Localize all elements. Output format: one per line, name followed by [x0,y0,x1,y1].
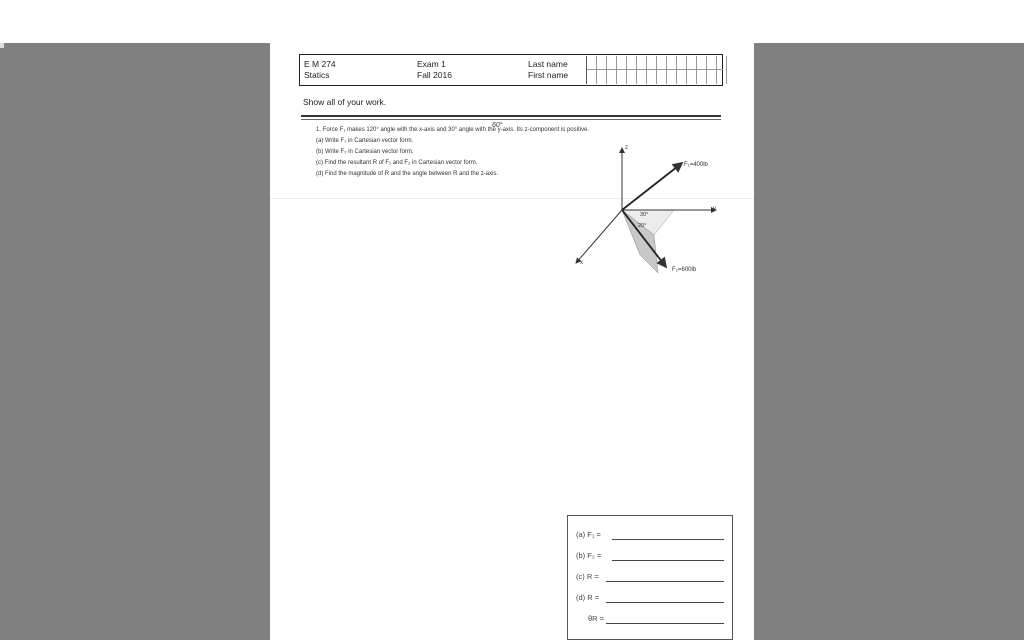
answer-d-label: (d) R = [576,593,600,602]
exam-term: Fall 2016 [417,70,452,80]
answer-d-line[interactable] [606,602,724,603]
first-name-label: First name [528,70,569,80]
exam-title: Exam 1 [417,59,446,69]
problem-part-b: (b) Write F₂ in Cartesian vector form. [316,149,414,155]
z-axis-label: z [625,145,628,151]
answer-c-label: (c) R = [576,572,599,581]
y-axis-label: y [713,206,716,212]
name-entry-grid[interactable] [586,56,723,84]
problem-part-a: (a) Write F₁ in Cartesian vector form. [316,138,414,144]
angle-20-label: 20° [638,223,647,229]
f1-label: F₁=400lb [684,162,708,168]
last-name-label: Last name [528,59,568,69]
answer-box [567,515,733,640]
course-name: Statics [304,70,330,80]
answer-a-line[interactable] [612,539,724,540]
problem-part-c: (c) Find the resultant R of F₁ and F₂ in Cartesian vector form. [316,160,478,166]
answer-c-line[interactable] [606,581,724,582]
top-toolbar [0,0,1024,43]
force-f1-arrow [622,163,682,210]
force-diagram [570,143,720,273]
problem-part-d: (d) Find the magnitude of R and the angle between R and the z-axis. [316,171,499,177]
problem-statement: 1. Force F₁ makes 120° angle with the x-axis and 30° angle with the y-axis. Its z-component is positive. [316,127,589,133]
course-code: E M 274 [304,59,336,69]
angle-30-label: 30° [640,212,649,218]
document-page [270,43,754,640]
answer-b-label: (b) F₂ = [576,551,602,560]
answer-theta-line[interactable] [606,623,724,624]
viewer-corner [0,43,4,48]
answer-b-line[interactable] [612,560,724,561]
divider [301,119,721,120]
f2-label: F₂=600lb [672,267,697,273]
instructions: Show all of your work. [303,97,387,107]
handwritten-correction: 60° [492,122,503,129]
x-axis [576,210,622,263]
answer-a-label: (a) F₁ = [576,530,601,539]
exam-header [299,54,723,86]
answer-theta-label: θR = [588,614,605,623]
x-axis-label: x [580,260,583,266]
divider [301,115,721,117]
